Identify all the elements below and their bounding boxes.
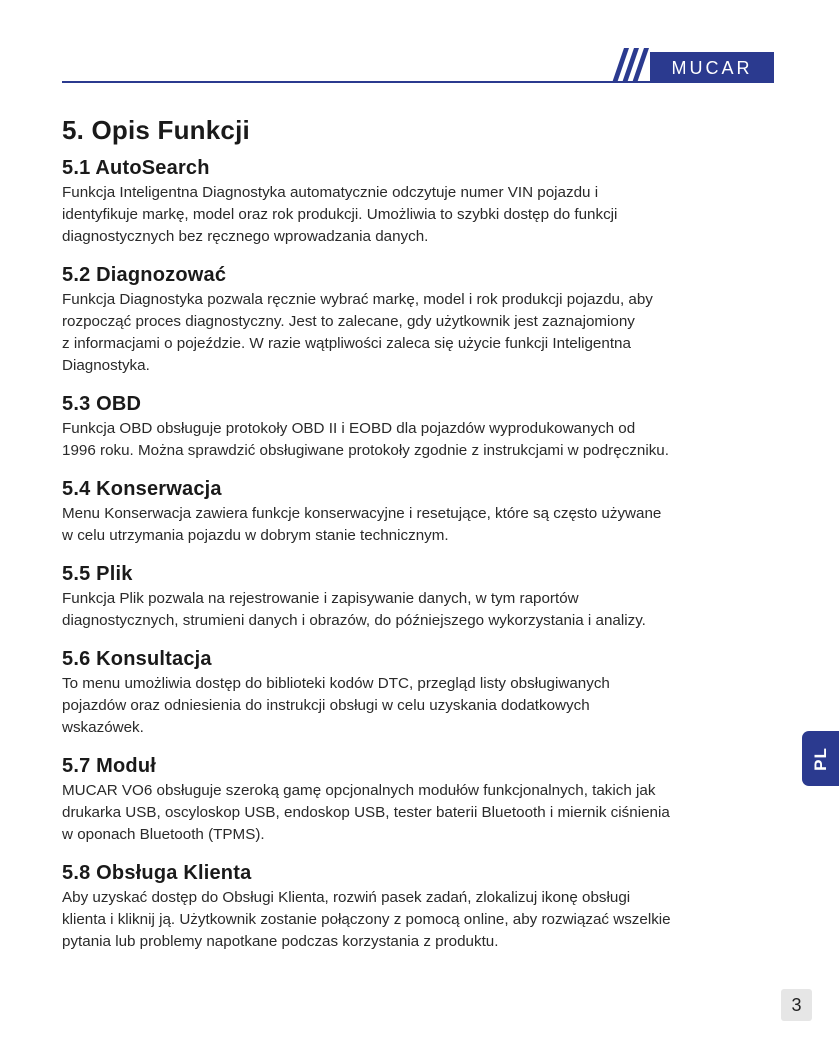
language-tab-label: PL: [810, 746, 830, 771]
section-line: diagnostycznych, strumieni danych i obrazów, do późniejszego wykorzystania i analizy.: [62, 612, 646, 629]
section-line: To menu umożliwia dostęp do biblioteki kodów DTC, przegląd listy obsługiwanych: [62, 675, 610, 692]
section-title: 5.7 Moduł: [62, 755, 157, 777]
section-body: [62, 418, 782, 462]
section-line: Funkcja Diagnostyka pozwala ręcznie wybrać markę, model i rok produkcji pojazdu, aby: [62, 291, 653, 308]
section-line: z informacjami o pojeździe. W razie wątpliwości zaleca się użycie funkcji Inteligentna: [62, 335, 631, 352]
section-line: MUCAR VO6 obsługuje szeroką gamę opcjonalnych modułów funkcjonalnych, takich jak: [62, 782, 656, 799]
language-tab[interactable]: [802, 731, 839, 786]
section-line: rozpocząć proces diagnostyczny. Jest to zalecane, gdy użytkownik jest zaznajomiony: [62, 313, 635, 330]
section-line: pojazdów oraz odniesienia do instrukcji obsługi w celu uzyskania dodatkowych: [62, 697, 590, 714]
section-body: [62, 673, 782, 739]
section-title: 5.3 OBD: [62, 393, 142, 415]
section-line: klienta i kliknij ją. Użytkownik zostanie połączony z pomocą online, aby rozwiązać wszelkie: [62, 911, 671, 928]
section-body: [62, 503, 782, 547]
section-line: Funkcja Plik pozwala na rejestrowanie i zapisywanie danych, w tym raportów: [62, 590, 579, 607]
svg-text:MUCAR: MUCAR: [671, 58, 753, 78]
section-line: drukarka USB, oscyloskop USB, endoskop USB, tester baterii Bluetooth i miernik ciśnienia: [62, 804, 670, 821]
brand-logo: [650, 52, 774, 83]
section-line: Funkcja Inteligentna Diagnostyka automatycznie odczytuje numer VIN pojazdu i: [62, 184, 599, 201]
section-line: 1996 roku. Można sprawdzić obsługiwane protokoły zgodnie z instrukcjami w podręczniku.: [62, 442, 669, 459]
section-body: [62, 289, 782, 377]
section-line: Aby uzyskać dostęp do Obsługi Klienta, rozwiń pasek zadań, zlokalizuj ikonę obsługi: [62, 889, 631, 906]
section-line: pytania lub problemy napotkane podczas korzystania z produktu.: [62, 933, 499, 950]
section-line: identyfikuje markę, model oraz rok produkcji. Umożliwia to szybki dostęp do funkcji: [62, 206, 618, 223]
section-line: Diagnostyka.: [62, 357, 150, 374]
section-body: [62, 588, 782, 632]
section-body: [62, 182, 782, 248]
section-title: 5.8 Obsługa Klienta: [62, 862, 252, 884]
page-title: 5. Opis Funkcji: [62, 115, 250, 145]
section-title: 5.4 Konserwacja: [62, 478, 222, 500]
section-line: Funkcja OBD obsługuje protokoły OBD II i EOBD dla pojazdów wyprodukowanych od: [62, 420, 636, 437]
section-line: w oponach Bluetooth (TPMS).: [62, 826, 265, 843]
sections-list: [62, 154, 782, 953]
section-title: 5.1 AutoSearch: [62, 157, 210, 179]
section-title: 5.6 Konsultacja: [62, 648, 212, 670]
page-content: [62, 110, 782, 966]
section-title: 5.5 Plik: [62, 563, 133, 585]
section-line: diagnostycznych bez ręcznego wprowadzania danych.: [62, 228, 429, 245]
section-title: 5.2 Diagnozować: [62, 264, 227, 286]
section-body: [62, 887, 782, 953]
logo-wordmark: [650, 52, 774, 83]
section-body: [62, 780, 782, 846]
section-line: wskazówek.: [62, 719, 144, 736]
section-line: Menu Konserwacja zawiera funkcje konserwacyjne i resetujące, które są często używane: [62, 505, 662, 522]
page-number: 3: [781, 989, 812, 1021]
section-line: w celu utrzymania pojazdu w dobrym stanie technicznym.: [62, 527, 449, 544]
